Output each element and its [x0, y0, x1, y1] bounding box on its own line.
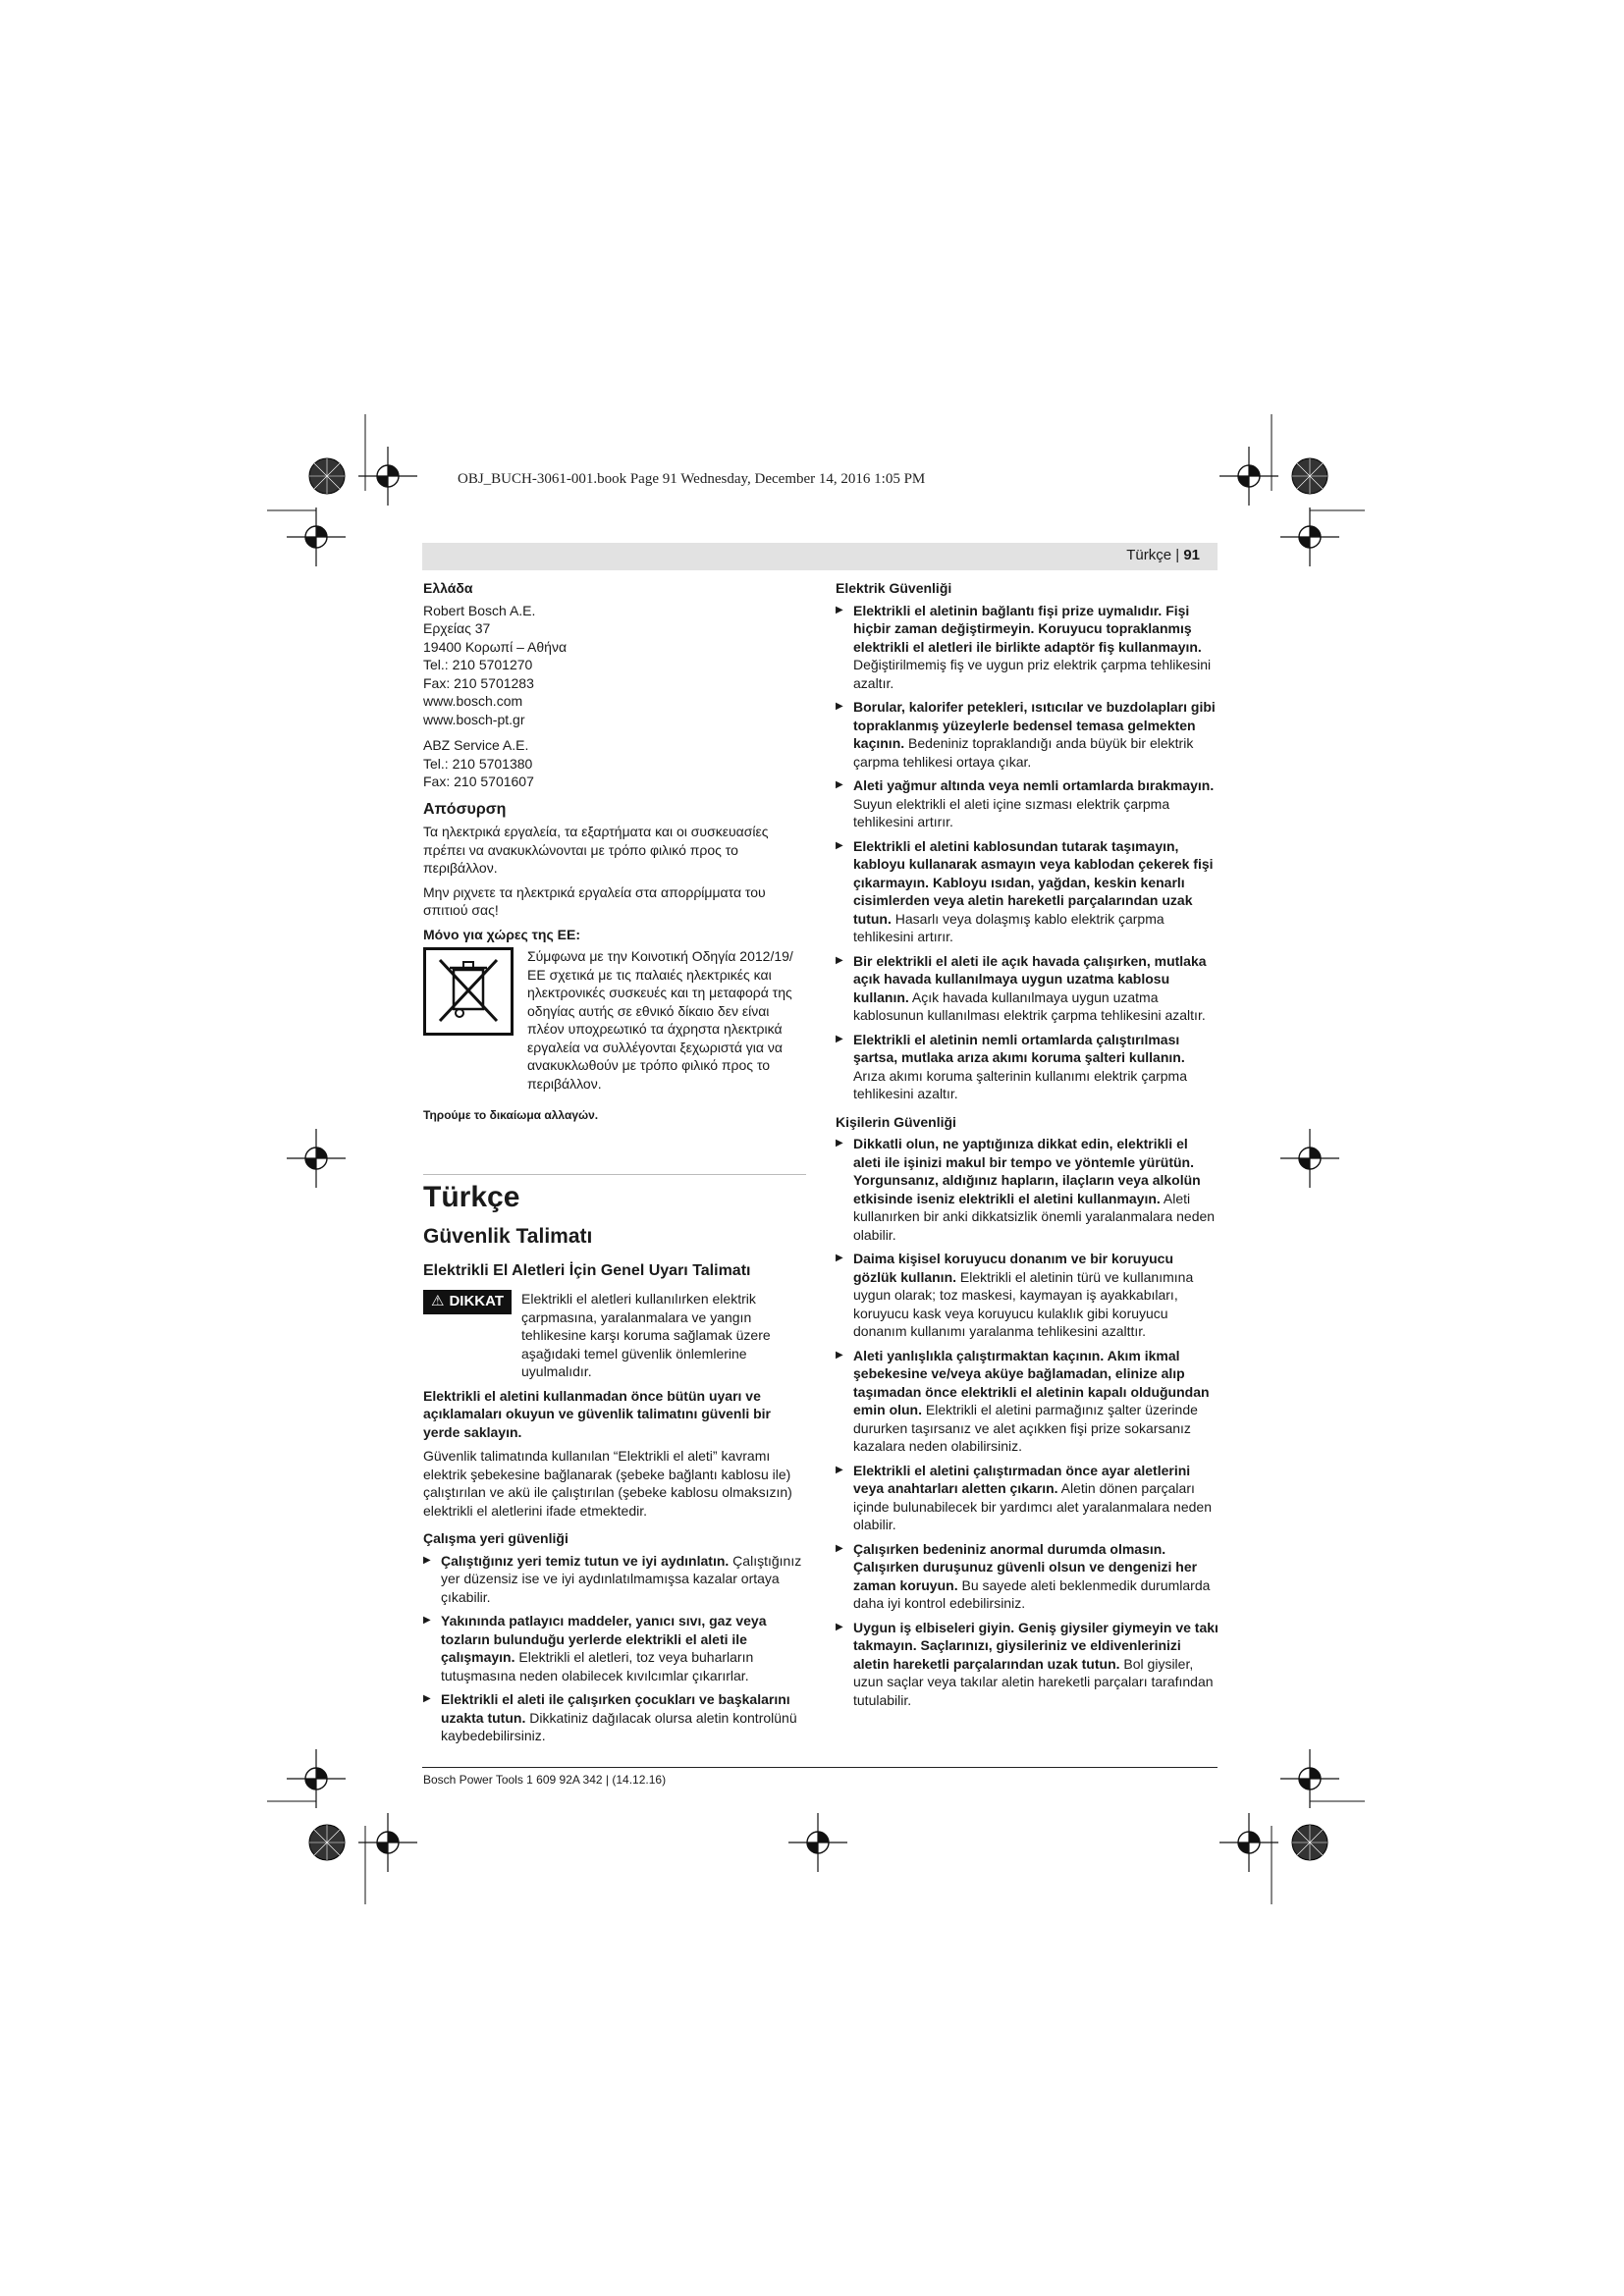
list-item: ▶ Daima kişisel koruyucu donanım ve bir koruyucu gözlük kullanın. Elektrikli el aletinin türü ve kullanımına uygun olarak; toz maskesi, kaymayan iş ayakkabıları, koruyucu kask veya koruyucu kulaklık gibi koruyucu donanım kullanımı yaralanma tehlikesini azalttır. [836, 1250, 1218, 1341]
safety-title: Güvenlik Talimatı [423, 1225, 593, 1248]
print-header: OBJ_BUCH-3061-001.book Page 91 Wednesday, December 14, 2016 1:05 PM [458, 471, 926, 487]
list-item: ▶ Elektrikli el aletinin bağlantı fişi prize uymalıdır. Fişi hiçbir zaman değiştirmeyin. Koruyucu topraklanmış elektrikli el aletleri ile birlikte adaptör fiş kullanmayın. Değiştirilmemiş fiş ve uygun priz elektrik çarpma tehlikesini azaltır. [836, 602, 1218, 693]
disposal-title: Απόσυρση [423, 800, 507, 818]
list-item: ▶ Borular, kalorifer petekleri, ısıtıcılar ve buzdolapları gibi topraklanmış yüzeylerle bedensel temasa gelmekten kaçının. Bedeniniz topraklandığı anda büyük bir elektrik çarpma tehlikesi ortaya çıkar. [836, 698, 1218, 771]
list-item: ▶ Elektrikli el aletini çalıştırmadan önce ayar aletlerini veya anahtarları aletten çıkarın. Aletin dönen parçaları içinde bulunabilecek bir yardımcı alet yaralanmalara neden olabilir. [836, 1462, 1218, 1534]
footer-divider [422, 1767, 1218, 1768]
read-first-text: Elektrikli el aletini kullanmadan önce bütün uyarı ve açıklamaları okuyun ve güvenlik talimatını güvenli bir yerde saklayın. [423, 1387, 772, 1440]
persons-safety-title: Kişilerin Güvenliği [836, 1113, 956, 1130]
right-column [836, 579, 1218, 1717]
list-item: ▶ Çalıştığınız yeri temiz tutun ve iyi aydınlatın. Çalıştığınız yer düzensiz ise ve iyi aydınlatılmamışsa kazalar ortaya çıkabilir. [423, 1552, 806, 1607]
warning-intro: Elektrikli el aletleri kullanılırken elektrik çarpmasına, yaralanmalara ve yangın tehlikesine karşı koruma sağlamak üzere aşağıdaki temel güvenlik önlemlerine uyulmalıdır. [521, 1291, 771, 1379]
warning-row [423, 1290, 806, 1387]
disposal-paragraph-2: Μην ριχνετε τα ηλεκτρικά εργαλεία στα απορρίμματα του σπιτιού σας! [423, 883, 766, 918]
page-footer: Bosch Power Tools 1 609 92A 342 | (14.12.16) [423, 1773, 667, 1787]
electric-safety-title: Elektrik Güvenliği [836, 580, 952, 596]
warning-triangle-icon: ⚠ [431, 1293, 445, 1309]
disposal-paragraph-1: Τα ηλεκτρικά εργαλεία, τα εξαρτήματα και οι συσκευασίες πρέπει να ανακυκλώνονται με τρόπο φιλικό προς το περιβάλλον. [423, 824, 769, 876]
page-header-bar [422, 543, 1218, 570]
left-column [423, 579, 806, 1753]
workplace-safety-title: Çalışma yeri güvenliği [423, 1530, 568, 1546]
address-block-2: ABZ Service A.E. Tel.: 210 5701380 Fax: 210 5701607 [423, 737, 534, 789]
list-item: ▶ Yakınında patlayıcı maddeler, yanıcı sıvı, gaz veya tozların bulunduğu yerlerde elektrikli el aleti ile çalışmayın. Elektrikli el aletleri, toz veya buharların tutuşmasına neden olabilecek kıvılcımlar çıkarırlar. [423, 1612, 806, 1684]
language-title: Türkçe [423, 1174, 806, 1207]
term-definition: Güvenlik talimatında kullanılan “Elektrikli el aleti” kavramı elektrik şebekesine bağlanarak (şebeke bağlantı kablosu ile) çalıştırılan ve akü ile çalıştırılan (şebeke kablosu olmaksızın) elektrikli el aletlerini ifade etmektedir. [423, 1448, 792, 1519]
electric-safety-list [836, 602, 1218, 1103]
list-item: ▶ Uygun iş elbiseleri giyin. Geniş giysiler giymeyin ve takı takmayın. Saçlarınızı, giysileriniz ve eldivenlerinizi aletin hareketli parçalarından uzak tutun. Bol giysiler, uzun saçlar veya takılar aletin hareketli parçaları tarafından tutulabilir. [836, 1619, 1218, 1710]
workplace-safety-list [423, 1552, 806, 1745]
warning-badge: ⚠ DIKKAT [423, 1290, 512, 1314]
persons-safety-list [836, 1135, 1218, 1709]
rights-reserved: Τηρούμε το δικαίωμα αλλαγών. [423, 1108, 599, 1122]
list-item: ▶ Dikkatli olun, ne yaptığınıza dikkat edin, elektrikli el aleti ile işinizi makul bir tempo ve yöntemle yürütün. Yorgunsanız, aldığınız hapların, ilaçların veya alkolün etkisinde iseniz elektrikli el aletini kullanmayın. Aleti kullanırken bir anki dikkatsizlik önemli yaralanmalara neden olabilir. [836, 1135, 1218, 1244]
page-number: Türkçe | 91 [1126, 547, 1200, 563]
address-block-1: Robert Bosch A.E. Ερχείας 37 19400 Κορωπί – Αθήνα Tel.: 210 5701270 Fax: 210 5701283 www.bosch.com www.bosch-pt.gr [423, 602, 568, 727]
list-item: ▶ Elektrikli el aletinin nemli ortamlarda çalıştırılması şartsa, mutlaka arıza akımı koruma şalteri kullanın. Arıza akımı koruma şalterinin kullanımı elektrik çarpma tehlikesini azaltır. [836, 1031, 1218, 1103]
list-item: ▶ Elektrikli el aletini kablosundan tutarak taşımayın, kabloyu kullanarak asmayın veya kablodan çekerek fişi çıkarmayın. Kabloyu ısıdan, yağdan, keskin kenarlı cisimlerden veya aletin hareketli parçalarından uzak tutun. Hasarlı veya dolaşmış kablo elektrik çarpma tehlikesini artırır. [836, 837, 1218, 946]
weee-block [423, 947, 806, 1093]
list-item: ▶ Çalışırken bedeniniz anormal durumda olmasın. Çalışırken duruşunuz güvenli olsun ve dengenizi her zaman koruyun. Bu sayede aleti beklenmedik durumlarda daha iyi kontrol edebilirsiniz. [836, 1540, 1218, 1613]
crossed-bin-icon [423, 947, 514, 1036]
list-item: ▶ Aleti yanlışlıkla çalıştırmaktan kaçının. Akım ikmal şebekesine ve/veya aküye bağlamadan, elinize alıp taşımadan önce elektrikli el aletinin kapalı olduğundan emin olun. Elektrikli el aletini parmağınız şalter üzerinde dururken taşırsanız ve alet açıkken fişi prize sokarsanız kazalara neden olabilirsiniz. [836, 1347, 1218, 1456]
list-item: ▶ Aleti yağmur altında veya nemli ortamlarda bırakmayın. Suyun elektrikli el aleti içine sızması elektrik çarpma tehlikesini artırır. [836, 776, 1218, 831]
list-item: ▶ Elektrikli el aleti ile çalışırken çocukları ve başkalarını uzakta tutun. Dikkatiniz dağılacak olursa aletin kontrolünü kaybedebilirsiniz. [423, 1690, 806, 1745]
general-warning-title: Elektrikli El Aletleri İçin Genel Uyarı Talimatı [423, 1261, 751, 1279]
eu-title: Μόνο για χώρες της ΕΕ: [423, 926, 580, 942]
list-item: ▶ Bir elektrikli el aleti ile açık havada çalışırken, mutlaka açık havada kullanılmaya uygun uzatma kablosu kullanın. Açık havada kullanılmaya uygun uzatma kablosunun kullanılması elektrik çarpma tehlikesini azaltır. [836, 952, 1218, 1025]
eu-directive-text: Σύμφωνα με την Κοινοτική Οδηγία 2012/19/ΕΕ σχετικά με τις παλαιές ηλεκτρικές και ηλεκτρονικές συσκευές και τη μεταφορά της οδηγίας αυτής σε εθνικό δίκαιο δεν είναι πλέον υποχρεωτικό τα άχρηστα ηλεκτρικά εργαλεία να συλλέγονται ξεχωριστά για να ανακυκλωθούν με τρόπο φιλικό προς το περιβάλλον. [527, 948, 793, 1092]
greece-title: Ελλάδα [423, 580, 473, 596]
